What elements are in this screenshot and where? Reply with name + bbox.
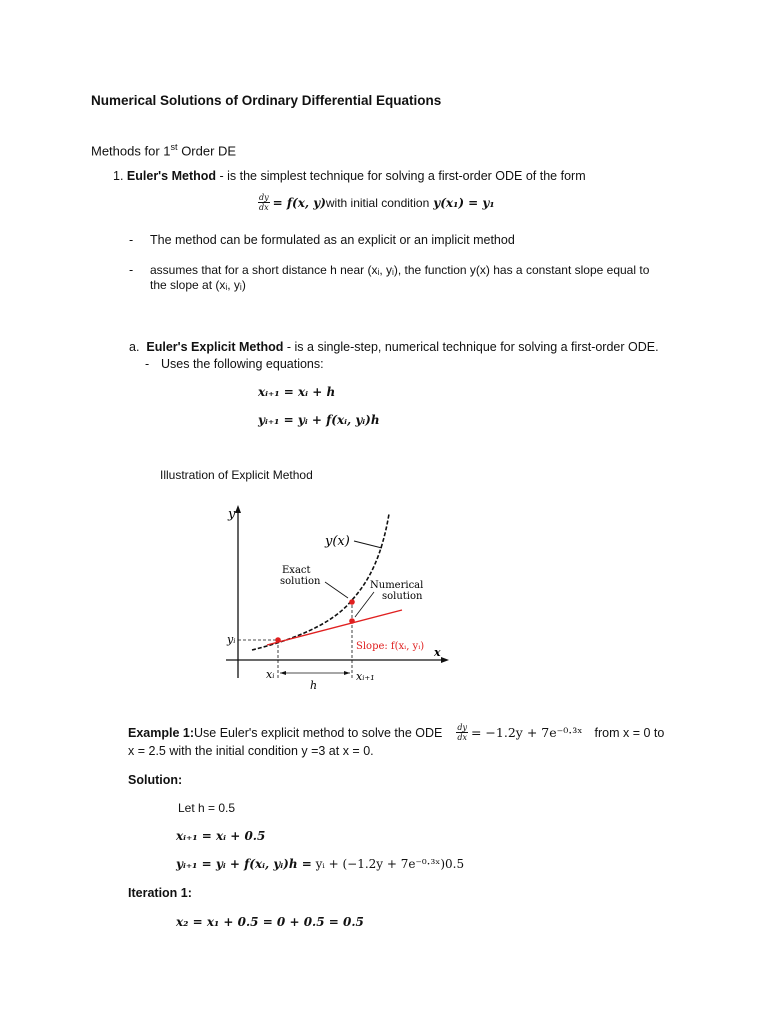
yx-pointer xyxy=(354,541,382,548)
example-ode-den: dx xyxy=(457,733,467,742)
uses-dash: - xyxy=(145,357,150,371)
uses-text: Uses the following equations: xyxy=(161,357,324,371)
bullet-dash-1: - xyxy=(129,233,134,247)
item-1-name: Euler's Method xyxy=(126,169,217,183)
ode-form-mid: with initial condition xyxy=(325,195,430,210)
example-ode-fraction xyxy=(456,723,468,742)
solution-label: Solution: xyxy=(128,773,183,787)
ode-form-ic: y(x₁) = y₁ xyxy=(433,195,495,210)
methods-heading xyxy=(91,142,236,158)
item-a-name: Euler's Explicit Method xyxy=(146,340,284,354)
solution-eq-y-rest: yᵢ + (−1.2y + 7e⁻⁰·³ˣ)0.5 xyxy=(311,857,465,871)
xi1-label: xᵢ₊₁ xyxy=(356,670,375,683)
h-label: h xyxy=(310,679,318,692)
methods-heading-pre: Methods for 1 xyxy=(91,143,171,159)
ode-form-rhs: = f(x, y) xyxy=(272,195,326,210)
ode-form-fraction xyxy=(258,193,270,212)
methods-heading-post: Order DE xyxy=(177,143,237,159)
h-arrow-right xyxy=(344,671,350,675)
item-1-desc: - is the simplest technique for solving a first-order ODE of the form xyxy=(216,169,586,183)
point-xi-yi xyxy=(275,637,281,643)
example-1 xyxy=(128,723,664,742)
ode-form xyxy=(258,193,495,212)
bullet-2-line-1: assumes that for a short distance h near (xᵢ, yᵢ), the function y(x) has a constant slope equal to xyxy=(150,263,650,277)
item-1-number: 1. xyxy=(113,169,124,183)
h-arrow-left xyxy=(280,671,286,675)
exact-pointer xyxy=(325,582,348,598)
exact-solution-curve xyxy=(252,514,389,650)
iteration-eq: x₂ = x₁ + 0.5 = 0 + 0.5 = 0.5 xyxy=(176,915,364,929)
point-numerical-xi1 xyxy=(349,618,355,624)
example-text: Use Euler's explicit method to solve the ODE xyxy=(194,725,443,740)
x-axis-arrow xyxy=(441,657,449,663)
solution-eq-y xyxy=(176,857,464,871)
example-ode-num: dy xyxy=(457,723,467,732)
ode-form-frac-den: dx xyxy=(259,203,269,212)
explicit-method-figure xyxy=(222,500,452,695)
example-from: from x = 0 to xyxy=(594,725,665,740)
solution-eq-y-bold: yᵢ₊₁ = yᵢ + f(xᵢ, yᵢ)h = xyxy=(176,857,312,871)
page-title: Numerical Solutions of Ordinary Differential Equations xyxy=(91,93,442,108)
x-axis-label: x xyxy=(434,646,441,659)
numerical-label-line-1: Numerical xyxy=(370,580,424,591)
yx-label: y(x) xyxy=(325,534,350,549)
bullet-1: The method can be formulated as an explicit or an implicit method xyxy=(150,233,515,247)
item-a-label: a. xyxy=(129,340,140,354)
item-1-euler xyxy=(113,169,586,183)
exact-label-line-2: solution xyxy=(280,576,321,587)
numerical-pointer xyxy=(355,592,374,617)
iteration-label: Iteration 1: xyxy=(128,886,192,900)
example-ode-rhs: = −1.2y + 7e⁻⁰·³ˣ xyxy=(470,725,583,740)
y-axis-label: y xyxy=(228,507,236,522)
exact-label-line-1: Exact xyxy=(282,565,311,576)
item-a-desc: - is a single-step, numerical technique for solving a first-order ODE. xyxy=(283,340,659,354)
bullet-dash-2: - xyxy=(129,263,134,277)
y-axis-arrow xyxy=(235,505,241,513)
yi-label: yᵢ xyxy=(227,633,236,646)
slope-label: Slope: f(xᵢ, yᵢ) xyxy=(356,641,425,652)
example-line-2: x = 2.5 with the initial condition y =3 at x = 0. xyxy=(128,744,374,758)
solution-eq-x: xᵢ₊₁ = xᵢ + 0.5 xyxy=(176,829,266,843)
bullet-2-line-2: the slope at (xᵢ, yᵢ) xyxy=(150,278,246,292)
item-a-explicit xyxy=(129,340,659,354)
equation-x-step: xᵢ₊₁ = xᵢ + h xyxy=(258,385,336,399)
numerical-label-line-2: solution xyxy=(382,591,423,602)
point-exact-xi1 xyxy=(349,599,355,605)
slope-line xyxy=(267,610,402,645)
equation-y-step: yᵢ₊₁ = yᵢ + f(xᵢ, yᵢ)h xyxy=(258,413,380,427)
xi-label: xᵢ xyxy=(266,668,275,681)
ode-form-frac-num: dy xyxy=(259,193,269,202)
illustration-caption: Illustration of Explicit Method xyxy=(160,468,313,482)
methods-heading-sup: st xyxy=(170,142,178,152)
let-h: Let h = 0.5 xyxy=(178,801,236,815)
example-label: Example 1: xyxy=(128,725,195,740)
